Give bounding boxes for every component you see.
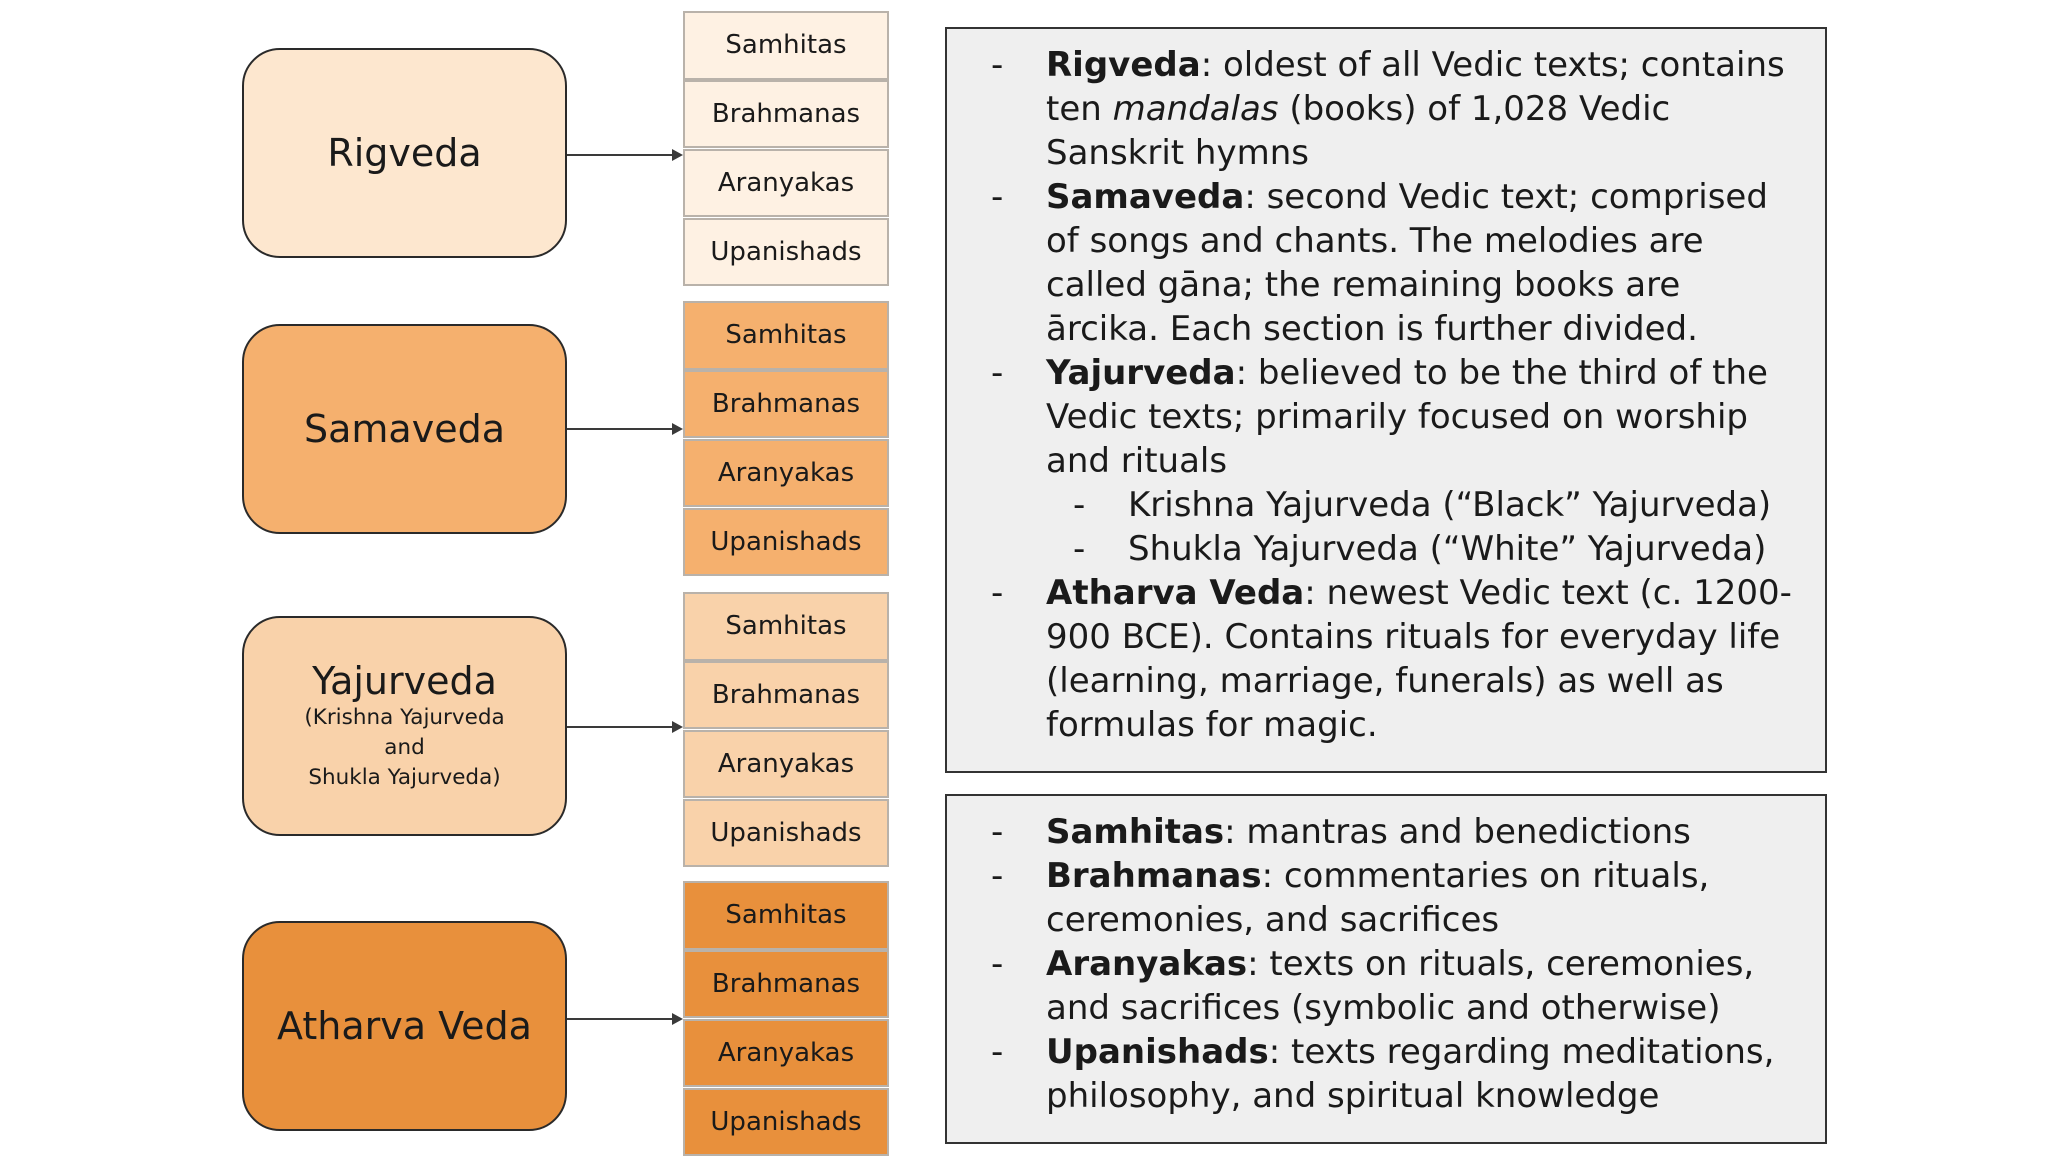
section-cell-upanishads: Upanishads	[683, 218, 889, 287]
description-item-atharva-veda	[991, 571, 1801, 747]
section-cell-samhitas: Samhitas	[683, 881, 889, 950]
bullet-dash: -	[991, 573, 1004, 613]
description-term: Brahmanas	[1046, 856, 1262, 896]
bullet-dash: -	[1073, 485, 1086, 525]
veda-name: Yajurveda	[312, 659, 497, 703]
section-cell-upanishads: Upanishads	[683, 799, 889, 868]
arrowhead-icon	[672, 1013, 683, 1025]
bullet-dash: -	[991, 812, 1004, 852]
description-item-rigveda	[991, 43, 1801, 175]
section-cell-samhitas: Samhitas	[683, 301, 889, 370]
arrow-atharva-veda	[567, 1018, 673, 1020]
subitem-text: Krishna Yajurveda (“Black” Yajurveda)	[1128, 485, 1772, 525]
veda-box-yajurveda	[242, 616, 567, 836]
veda-box-atharva-veda	[242, 921, 567, 1131]
description-text: : second Vedic text; comprised of songs and chants. The melodies are called gāna; the remaining books are ārcika. Each section is further divided.	[1046, 177, 1768, 349]
section-cell-upanishads: Upanishads	[683, 508, 889, 577]
description-term: Aranyakas	[1046, 944, 1248, 984]
veda-box-samaveda	[242, 324, 567, 534]
description-text: : newest Vedic text (c. 1200-900 BCE). Contains rituals for everyday life (learning, marriage, funerals) as well as formulas for magic.	[1046, 573, 1792, 745]
arrowhead-icon	[672, 721, 683, 733]
section-stack-yajurveda	[683, 592, 889, 867]
section-cell-aranyakas: Aranyakas	[683, 149, 889, 218]
description-text: : believed to be the third of the Vedic texts; primarily focused on worship and rituals	[1046, 353, 1768, 481]
description-text: : texts on rituals, ceremonies, and sacrifices (symbolic and otherwise)	[1046, 944, 1755, 1028]
bullet-dash: -	[991, 177, 1004, 217]
description-subitem	[991, 483, 1801, 527]
description-item-aranyakas	[991, 942, 1801, 1030]
description-text: : mantras and benedictions	[1224, 812, 1691, 852]
description-text: (books) of 1,028 Vedic Sanskrit hymns	[1046, 89, 1671, 173]
arrowhead-icon	[672, 423, 683, 435]
subitem-text: Shukla Yajurveda (“White” Yajurveda)	[1128, 529, 1767, 569]
veda-box-rigveda	[242, 48, 567, 258]
veda-name: Atharva Veda	[277, 1004, 532, 1048]
description-text: : oldest of all Vedic texts; contains ten	[1046, 45, 1785, 129]
description-item-yajurveda	[991, 351, 1801, 483]
bullet-dash: -	[1073, 529, 1086, 569]
section-cell-samhitas: Samhitas	[683, 11, 889, 80]
section-cell-brahmanas: Brahmanas	[683, 370, 889, 439]
section-stack-rigveda	[683, 11, 889, 286]
description-term: Samaveda	[1046, 177, 1245, 217]
section-cell-samhitas: Samhitas	[683, 592, 889, 661]
description-term: Samhitas	[1046, 812, 1225, 852]
description-text: : texts regarding meditations, philosophy, and spiritual knowledge	[1046, 1032, 1775, 1116]
veda-subtitle-line: and	[384, 735, 425, 760]
description-item-upanishads	[991, 1030, 1801, 1118]
section-cell-upanishads: Upanishads	[683, 1088, 889, 1156]
section-descriptions-box	[945, 794, 1827, 1144]
bullet-dash: -	[991, 856, 1004, 896]
veda-name: Rigveda	[327, 131, 482, 175]
section-cell-brahmanas: Brahmanas	[683, 950, 889, 1019]
bullet-dash: -	[991, 353, 1004, 393]
description-term: Atharva Veda	[1046, 573, 1305, 613]
description-term: Upanishads	[1046, 1032, 1269, 1072]
arrowhead-icon	[672, 149, 683, 161]
description-item-samaveda	[991, 175, 1801, 351]
veda-subtitle-line: Shukla Yajurveda)	[308, 765, 501, 790]
section-cell-aranyakas: Aranyakas	[683, 1019, 889, 1088]
section-cell-brahmanas: Brahmanas	[683, 661, 889, 730]
arrow-yajurveda	[567, 726, 673, 728]
description-term: Yajurveda	[1046, 353, 1236, 393]
bullet-dash: -	[991, 45, 1004, 85]
arrow-samaveda	[567, 428, 673, 430]
description-text: : commentaries on rituals, ceremonies, and sacrifices	[1046, 856, 1710, 940]
section-cell-aranyakas: Aranyakas	[683, 730, 889, 799]
section-stack-atharva-veda	[683, 881, 889, 1156]
description-item-brahmanas	[991, 854, 1801, 942]
section-cell-aranyakas: Aranyakas	[683, 439, 889, 508]
description-term: Rigveda	[1046, 45, 1201, 85]
description-subitem	[991, 527, 1801, 571]
veda-name: Samaveda	[304, 407, 505, 451]
veda-subtitle-line: (Krishna Yajurveda	[304, 705, 505, 730]
description-item-samhitas	[991, 810, 1801, 854]
section-stack-samaveda	[683, 301, 889, 576]
section-cell-brahmanas: Brahmanas	[683, 80, 889, 149]
veda-descriptions-box	[945, 27, 1827, 773]
arrow-rigveda	[567, 154, 673, 156]
description-italic: mandalas	[1112, 89, 1279, 129]
bullet-dash: -	[991, 1032, 1004, 1072]
bullet-dash: -	[991, 944, 1004, 984]
